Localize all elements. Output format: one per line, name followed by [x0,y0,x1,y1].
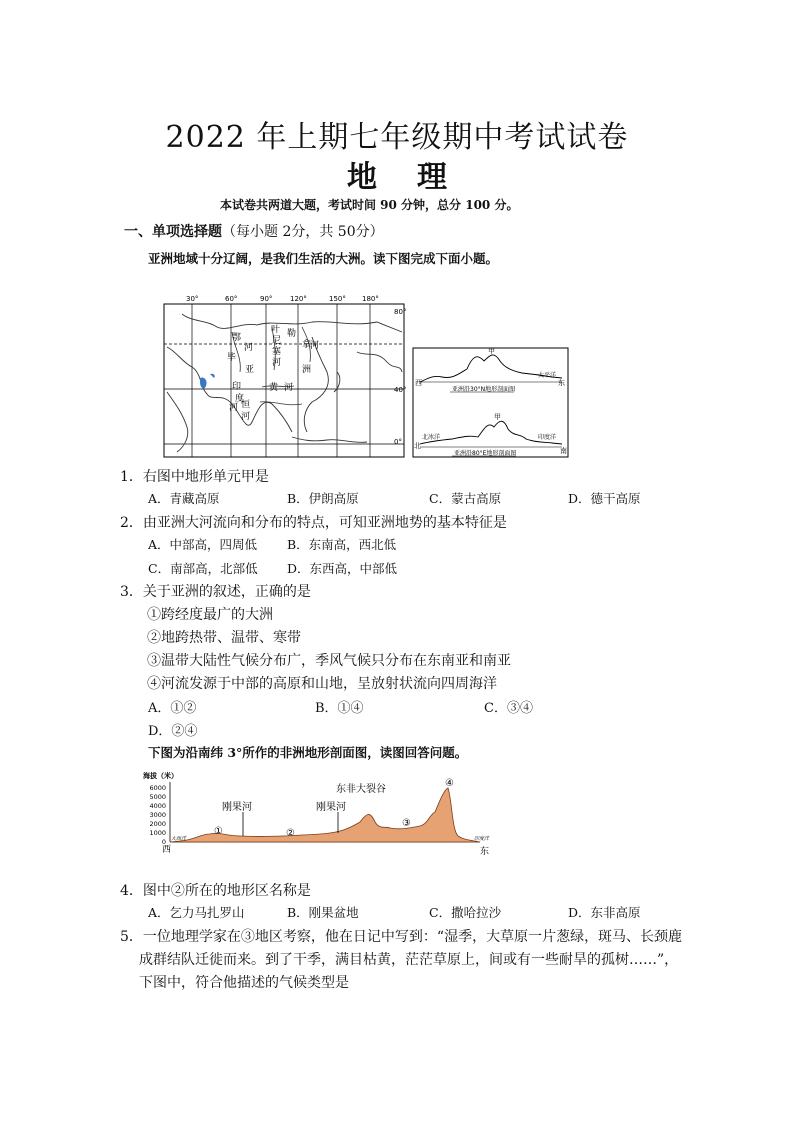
lon-label: 150° [329,295,346,303]
chart-east: 东 [480,847,490,857]
ytick-label: 2000 [149,820,166,828]
lat-label: 80° [394,308,407,316]
q3-option-c[interactable]: C．③④ [484,701,533,716]
map-char: 河 [241,412,251,422]
map-char: 黄 [269,383,279,393]
map-char: 毕 [227,353,237,363]
profile30-caption: 亚洲沿30°N地形剖面图 [452,386,516,393]
map-char: 河 [272,358,282,368]
sea-right: 印度洋 [474,836,490,842]
asia-map [162,292,410,460]
profile80-caption: 亚洲沿80°E地形剖面图 [454,450,517,457]
q1-option-c[interactable]: C．蒙古高原 [429,491,502,506]
question-5-line: 成群结队迁徙而来。到了干季，满目枯黄，茫茫草原上，间或有一些耐旱的孤树……”， [139,952,679,968]
lon-label: 120° [290,295,307,303]
marker-4: ④ [445,778,454,789]
map-char: 洲 [302,365,312,375]
lon-label: 180° [362,295,379,303]
q1-option-a[interactable]: A．青藏高原 [148,491,220,506]
chart-label-congo-1: 刚果河 [222,802,252,813]
map-char: 叶 [271,325,281,335]
ytick-label: 6000 [149,784,166,792]
q3-statement: ③温带大陆性气候分布广，季风气候只分布在东南亚和南亚 [147,653,511,669]
lon-label: 60° [225,295,238,303]
marker-3: ③ [402,818,411,829]
q1-option-b[interactable]: B．伊朗高原 [287,491,359,506]
map-char: 拿 [302,340,312,350]
profile80-ocean-south: 印度洋 [538,434,557,441]
map-char: 印 [232,382,242,392]
exam-instructions: 本试卷共两道大题，考试时间 90 分钟，总分 100 分。 [220,198,519,212]
marker-2: ② [286,828,295,839]
map-char: 鄂 [232,333,242,343]
map-char: 勒 [287,329,297,339]
marker-1: ① [214,826,223,837]
lat-label: 0° [394,438,402,446]
question-4-stem: 4．图中②所在的地形区名称是 [120,883,311,899]
section-note: （每小题 2分，共 50分） [222,224,384,240]
ytick-label: 3000 [149,811,166,819]
chart-west: 西 [162,845,172,855]
section-heading [124,221,384,241]
profile80-peak: 甲 [494,413,501,421]
q3-option-b[interactable]: B．①④ [315,701,364,716]
q3-option-d[interactable]: D．②④ [148,724,198,739]
map-char: 河 [244,343,254,353]
profile80-ocean-north: 北冰洋 [422,434,441,441]
map-char: 河 [229,403,239,413]
profile30-east: 东 [558,379,565,387]
lat-label: 40° [394,386,407,394]
map-char: 塞 [272,347,282,357]
question-2-stem: 2．由亚洲大河流向和分布的特点，可知亚洲地势的基本特征是 [120,515,507,531]
lon-label: 90° [260,295,273,303]
map-char: 亚 [245,365,255,375]
q4-option-a[interactable]: A．乞力马扎罗山 [148,905,245,920]
map-char: 尼 [272,336,282,346]
profile30-west: 西 [415,379,422,387]
map-lon-labels [186,295,379,303]
section-title: 一、单项选择题 [124,224,222,240]
q3-statement: ①跨经度最广的大洲 [147,607,273,623]
africa-profile-chart [140,770,500,858]
q2-option-d[interactable]: D．东西高，中部低 [287,561,398,576]
asia-lead-text: 亚洲地域十分辽阔，是我们生活的大洲。读下图完成下面小题。 [148,251,499,266]
chart-label-congo-2: 刚果河 [316,802,346,813]
q2-option-b[interactable]: B．东南高，西北低 [287,537,397,552]
chart-label-rift: 东非大裂谷 [336,784,386,795]
lon-label: 30° [186,295,199,303]
chart-ylabel: 海拔（米） [143,772,178,780]
map-char: 河 [284,383,294,393]
question-1-stem: 1．右图中地形单元甲是 [120,469,269,485]
question-5-line: 下图中，符合他描述的气候类型是 [139,975,349,991]
ytick-label: 0 [161,838,166,846]
map-char: 河 [310,341,320,351]
profile80-south: 南 [560,447,567,455]
subject-title: 地理 [347,160,487,195]
ytick-label: 1000 [149,829,166,837]
exam-title: 2022 年上期七年级期中考试试卷 [165,120,629,155]
ytick-label: 4000 [149,802,166,810]
profile80-north: 北 [414,442,421,450]
question-3-stem: 3．关于亚洲的叙述，正确的是 [120,584,311,600]
q3-statement: ④河流发源于中部的高原和山地，呈放射状流向四周海洋 [147,676,497,692]
profile-panel [412,347,570,459]
profile30-ocean: 太平洋 [538,372,557,379]
q4-option-c[interactable]: C．撒哈拉沙 [429,905,502,920]
q2-option-a[interactable]: A．中部高，四周低 [148,537,258,552]
q1-option-d[interactable]: D．德干高原 [568,491,641,506]
sea-left: 大西洋 [171,836,187,842]
map-char: 恒 [241,400,251,410]
map-char: 度 [235,394,245,404]
profile30-peak: 甲 [488,347,495,355]
q4-option-b[interactable]: B．刚果盆地 [287,905,359,920]
q3-option-a[interactable]: A．①② [148,701,197,716]
q4-option-d[interactable]: D．东非高原 [568,905,641,920]
africa-lead-text: 下图为沿南纬 3°所作的非洲地形剖面图，读图回答问题。 [148,745,468,760]
q2-option-c[interactable]: C．南部高，北部低 [148,561,258,576]
q3-statement: ②地跨热带、温带、寒带 [147,630,301,646]
ytick-label: 5000 [149,793,166,801]
question-5-stem: 5．一位地理学家在③地区考察，他在日记中写到：“湿季，大草原一片葱绿，斑马、长颈鹿 [120,929,683,945]
